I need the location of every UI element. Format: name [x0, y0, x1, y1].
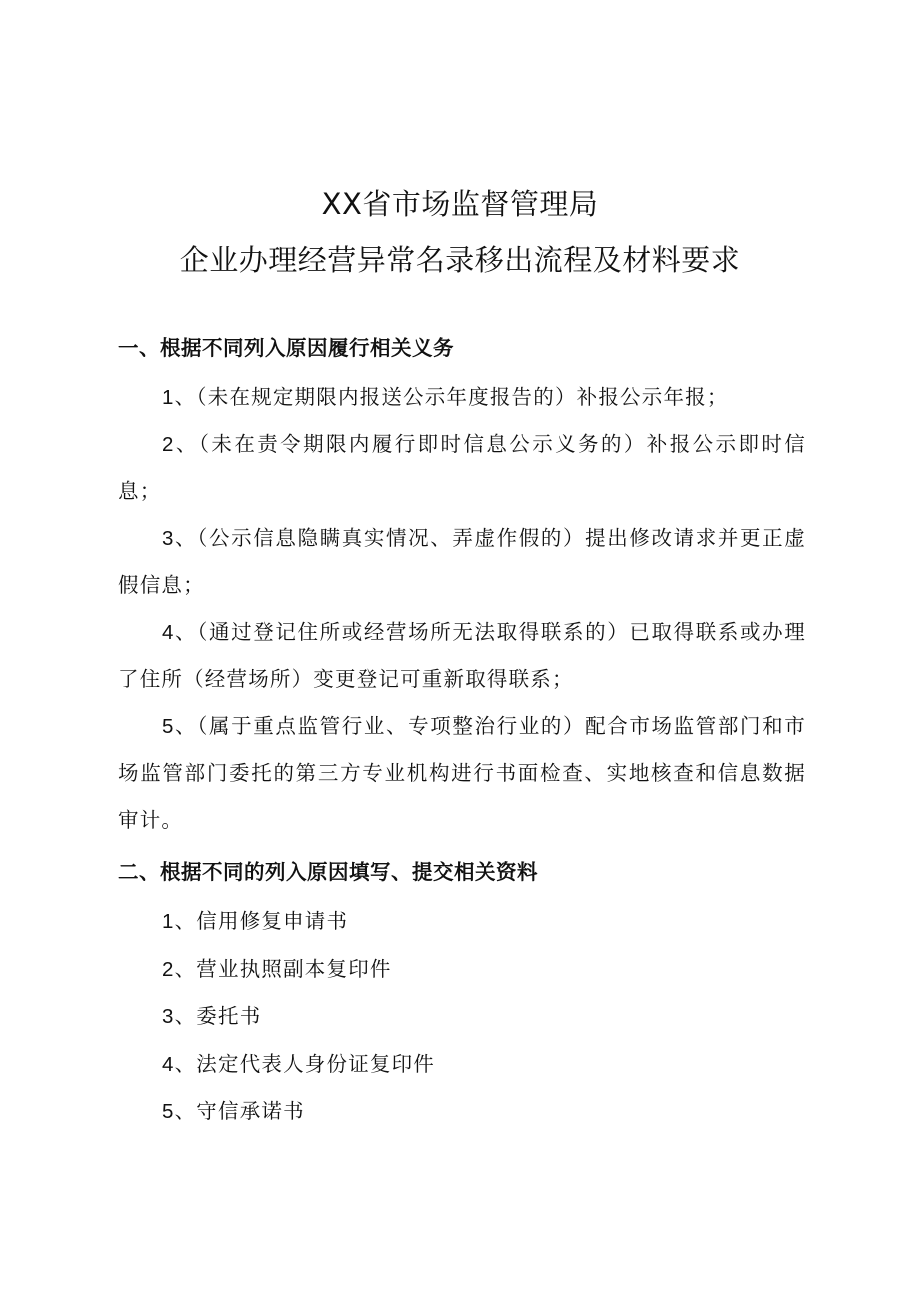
item-number: 1 [162, 910, 175, 933]
item-number: 2 [162, 957, 175, 981]
section-2-item [118, 946, 806, 994]
item-number: 3 [162, 527, 175, 550]
item-text: 、法定代表人身份证复印件 [174, 1051, 436, 1076]
section-1-item [118, 609, 806, 703]
item-text: 、（属于重点监管行业、专项整治行业的）配合市场监管部门和市场监管部门委托的第三方专业机构进行书面检查、实地核查和信息数据审计。 [118, 714, 806, 832]
item-number: 3 [162, 1005, 175, 1028]
item-number: 4 [162, 621, 175, 644]
section-1-item [118, 703, 806, 844]
section-1-item [118, 374, 806, 421]
item-number: 4 [162, 1052, 175, 1076]
item-text: 、（未在规定期限内报送公示年度报告的）补报公示年报； [174, 385, 729, 409]
item-number: 1 [162, 386, 175, 409]
item-number: 2 [162, 433, 175, 456]
section-1-item [118, 421, 806, 515]
section-2-item [118, 993, 806, 1041]
item-number: 5 [162, 1100, 175, 1123]
section-2-heading: 二、根据不同的列入原因填写、提交相关资料 [118, 860, 538, 884]
section-2-item [118, 1041, 806, 1089]
item-text: 、（公示信息隐瞒真实情况、弄虚作假的）提出修改请求并更正虚假信息； [118, 526, 806, 597]
item-text: 、信用修复申请书 [174, 909, 349, 933]
document-title-line-1: XX省市场监督管理局 [321, 187, 599, 221]
item-text: 、委托书 [174, 1004, 262, 1028]
item-number: 5 [162, 715, 175, 738]
document-title-line-2: 企业办理经营异常名录移出流程及材料要求 [179, 243, 741, 277]
section-2-item [118, 1088, 806, 1136]
section-1-item [118, 515, 806, 609]
item-text: 、（通过登记住所或经营场所无法取得联系的）已取得联系或办理了住所（经营场所）变更登记可重新取得联系； [118, 620, 806, 691]
document-body [118, 328, 806, 1136]
item-text: 、守信承诺书 [174, 1099, 305, 1123]
section-1-heading: 一、根据不同列入原因履行相关义务 [118, 336, 454, 360]
section-2-item [118, 898, 806, 946]
item-text: 、（未在责令期限内履行即时信息公示义务的）补报公示即时信息； [118, 432, 806, 503]
item-text: 、营业执照副本复印件 [174, 956, 392, 981]
